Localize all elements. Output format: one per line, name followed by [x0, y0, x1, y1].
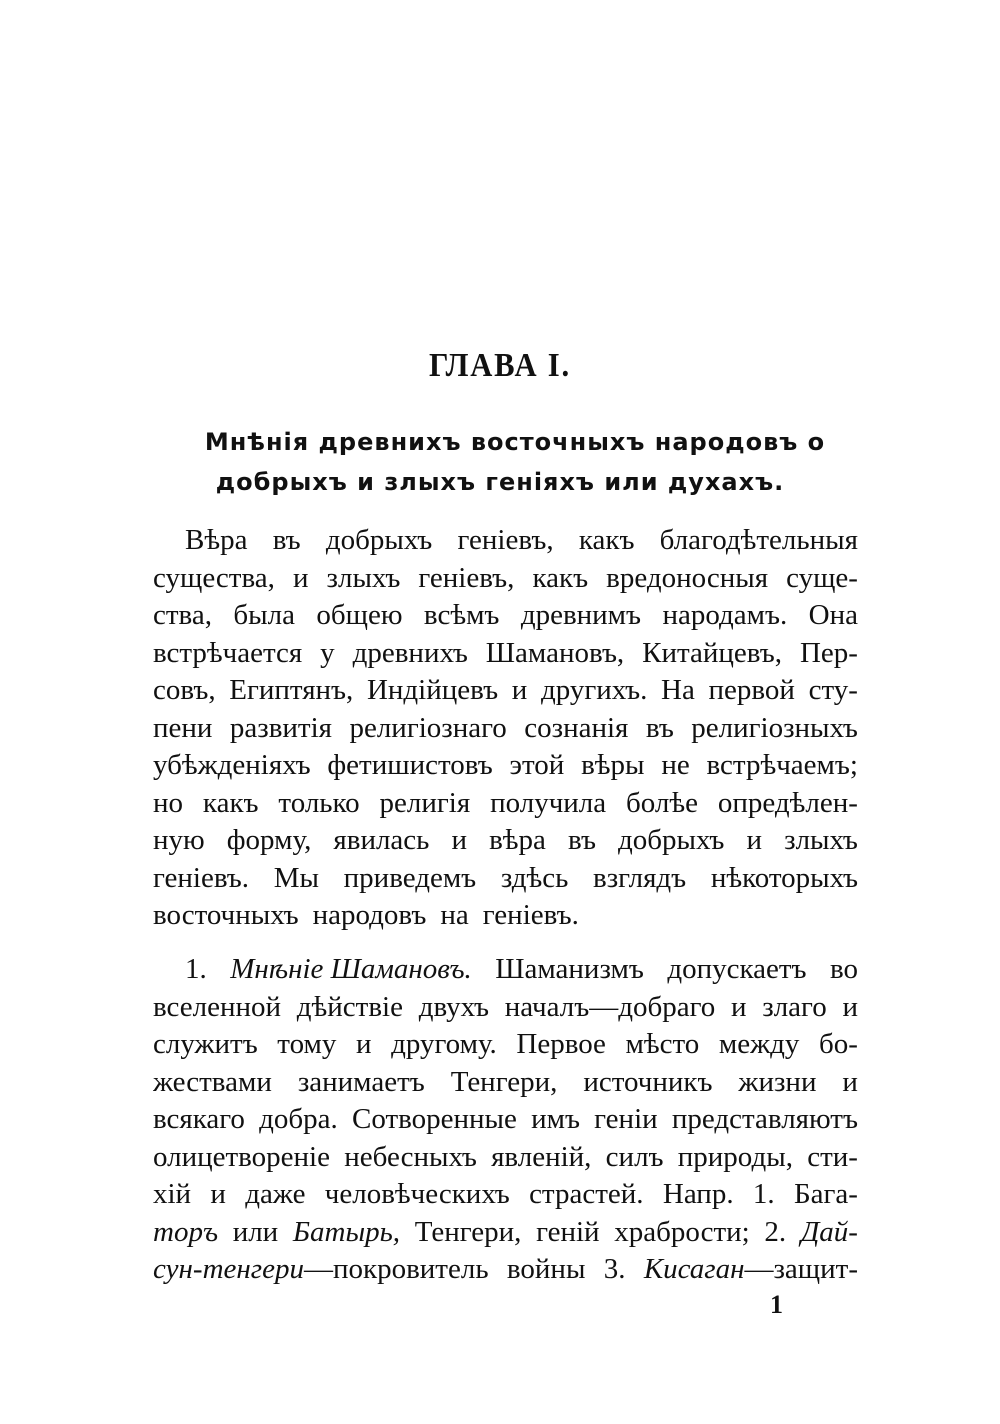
- word: въ: [567, 824, 596, 856]
- word: и: [210, 1178, 226, 1210]
- word: жизни: [738, 1065, 817, 1098]
- word: страстей.: [529, 1178, 644, 1210]
- paragraph-2: [153, 951, 858, 1289]
- word: геній: [536, 1215, 600, 1248]
- word: представляютъ: [671, 1103, 858, 1135]
- word: существа,: [153, 561, 275, 594]
- word: геніевъ.: [482, 899, 579, 931]
- word: сти-: [807, 1140, 858, 1173]
- word: На: [661, 674, 695, 706]
- word: встрѣчаемъ;: [706, 749, 858, 781]
- word: сту-: [808, 674, 858, 706]
- word: —защит-: [744, 1253, 858, 1285]
- word: Индійцевъ: [366, 674, 499, 706]
- word: Бага-: [794, 1178, 858, 1210]
- word: 3.: [603, 1253, 626, 1285]
- word: религія: [379, 786, 471, 819]
- word: фетишистовъ: [327, 749, 493, 781]
- word: занимаетъ: [297, 1065, 425, 1098]
- word: была: [233, 599, 295, 631]
- word: Тенгери,: [450, 1065, 558, 1098]
- word: народовъ: [312, 899, 427, 931]
- word: торъ: [153, 1215, 218, 1248]
- word: Кисаган: [643, 1253, 745, 1285]
- word: сознанія: [524, 711, 629, 744]
- word: Сотворенные: [351, 1103, 517, 1135]
- word: мѣсто: [625, 1028, 700, 1060]
- word: геніевъ,: [418, 561, 515, 594]
- word: 1.: [752, 1178, 775, 1210]
- word: болѣе: [626, 786, 699, 819]
- paragraph-2-line: [153, 1026, 858, 1064]
- word: убѣжденіяхъ: [153, 749, 311, 781]
- word: только: [278, 786, 360, 819]
- word: —покровитель: [303, 1253, 489, 1285]
- word: благодѣтельныя: [659, 524, 858, 556]
- word: народамъ.: [662, 599, 788, 631]
- word: Пер-: [799, 636, 858, 669]
- word: религіознаго: [349, 711, 507, 744]
- word: какъ: [578, 524, 635, 556]
- section-number: 1.: [185, 953, 207, 985]
- paragraph-2-line: [153, 1176, 858, 1214]
- paragraph-2-line-1: [153, 951, 858, 989]
- word: и: [451, 824, 468, 856]
- word: какъ: [532, 561, 589, 594]
- word: и: [355, 1028, 372, 1060]
- word: не: [661, 749, 690, 781]
- word: и: [730, 990, 747, 1023]
- word: взглядъ: [593, 861, 687, 894]
- word: ства,: [153, 599, 212, 631]
- word: Мы: [273, 861, 319, 894]
- word: нѣкоторыхъ: [710, 861, 858, 894]
- word: и: [746, 824, 763, 856]
- paragraph-1-line: [153, 897, 858, 935]
- word: злаго: [762, 990, 827, 1023]
- word: бо-: [819, 1028, 858, 1060]
- word: или: [232, 1215, 279, 1248]
- word: войны: [506, 1253, 586, 1285]
- word: явилась: [333, 824, 430, 856]
- word: встрѣчается: [153, 636, 303, 669]
- paragraph-1-line: [153, 785, 858, 823]
- chapter-title: ГЛАВА I.: [429, 347, 571, 384]
- word: храбрости;: [614, 1215, 750, 1248]
- word: этой: [509, 749, 565, 781]
- word: Первое: [516, 1028, 606, 1060]
- paragraph-1-line: [153, 860, 858, 898]
- paragraph-1: [153, 522, 858, 935]
- word: Она: [808, 599, 858, 631]
- word: хій: [153, 1178, 192, 1210]
- word: геніи: [594, 1103, 658, 1135]
- paragraph-1-line: [153, 710, 858, 748]
- word: добрыхъ: [618, 824, 725, 856]
- paragraph-2-line: [153, 1064, 858, 1102]
- word: другому.: [391, 1028, 497, 1060]
- word: и: [292, 561, 309, 594]
- word: но: [153, 786, 184, 819]
- word: восточныхъ: [153, 899, 299, 931]
- word: вредоносныя: [606, 561, 769, 594]
- word: 2.: [764, 1215, 787, 1248]
- chapter-subtitle-line-2: добрыхъ и злыхъ геніяхъ или духахъ.: [215, 468, 785, 496]
- word: общею: [316, 599, 403, 631]
- word: геніевъ,: [457, 524, 554, 556]
- word: религіозныхъ: [691, 711, 858, 744]
- word: совъ,: [153, 674, 216, 706]
- word: здѣсь: [500, 861, 569, 894]
- word: всѣмъ: [423, 599, 500, 631]
- paragraph-2-line-8: [153, 1214, 858, 1252]
- word: между: [718, 1028, 800, 1060]
- word: Напр.: [662, 1178, 734, 1210]
- word: Тенгери,: [414, 1215, 522, 1248]
- word: злыхъ: [326, 561, 401, 594]
- word: сун-тенгери: [153, 1253, 304, 1285]
- paragraph-1-line: [153, 522, 858, 560]
- word: началъ—добраго: [504, 990, 716, 1023]
- word: двухъ: [418, 990, 490, 1023]
- word: форму,: [226, 824, 312, 856]
- paragraph-2-line: [153, 989, 858, 1027]
- word: вѣра: [489, 824, 546, 856]
- word: геніевъ.: [153, 861, 250, 894]
- chapter-subtitle-line-1: Мнѣнія древнихъ восточныхъ народовъ о: [204, 428, 826, 456]
- word: тому: [277, 1028, 337, 1060]
- paragraph-1-line: [153, 597, 858, 635]
- word: Шамановъ,: [485, 636, 625, 669]
- paragraph-1-line: [153, 747, 858, 785]
- word: Египтянъ,: [229, 674, 354, 706]
- page-number: 1: [770, 1290, 783, 1319]
- word: дѣйствіе: [296, 990, 403, 1023]
- word: злыхъ: [784, 824, 858, 856]
- word: древнихъ: [352, 636, 468, 669]
- word: другихъ.: [540, 674, 648, 706]
- paragraph-2-line: [153, 1101, 858, 1139]
- word: въ: [645, 711, 674, 744]
- word: во: [829, 953, 858, 985]
- word: Дай-: [800, 1215, 858, 1248]
- section-heading: Мнѣніе Шамановъ.: [230, 953, 472, 985]
- word: жествами: [153, 1065, 272, 1098]
- word: источникъ: [583, 1065, 713, 1098]
- word: опредѣлен-: [717, 786, 858, 819]
- word: вселенной: [153, 990, 282, 1023]
- word: въ: [272, 524, 301, 556]
- word: силъ: [605, 1140, 664, 1173]
- word: даже: [245, 1178, 306, 1210]
- word: у: [320, 636, 335, 669]
- paragraph-1-line: [153, 822, 858, 860]
- word: на: [440, 899, 469, 931]
- word: приведемъ: [343, 861, 477, 894]
- word: Шаманизмъ: [495, 953, 644, 985]
- word: добрыхъ: [325, 524, 433, 556]
- word: и: [511, 674, 528, 706]
- word: природы,: [677, 1140, 793, 1173]
- word: олицетвореніе: [153, 1140, 330, 1173]
- word: добра.: [259, 1103, 338, 1135]
- paragraph-2-line: [153, 1139, 858, 1177]
- word: древнимъ: [520, 599, 642, 631]
- word: и: [842, 990, 858, 1023]
- word: получила: [490, 786, 607, 819]
- word: какъ: [202, 786, 259, 819]
- paragraph-1-line: [153, 560, 858, 598]
- word: Батырь,: [292, 1215, 401, 1248]
- paragraph-1-line: [153, 635, 858, 673]
- word: имъ: [531, 1103, 580, 1135]
- word: первой: [708, 674, 795, 706]
- paragraph-1-line: [153, 672, 858, 710]
- paragraph-2-line-9: [153, 1251, 858, 1289]
- word: суще-: [786, 561, 858, 594]
- word: и: [842, 1065, 858, 1098]
- word: явленій,: [491, 1140, 592, 1173]
- word: служитъ: [153, 1028, 258, 1060]
- word: развитія: [229, 711, 332, 744]
- word: ную: [153, 824, 205, 856]
- word: небесныхъ: [344, 1140, 477, 1173]
- word: вѣры: [581, 749, 645, 781]
- word: допускаетъ: [667, 953, 807, 985]
- word: всякаго: [153, 1103, 245, 1135]
- word: человѣческихъ: [324, 1178, 510, 1210]
- word: Вѣра: [185, 524, 248, 556]
- word: Китайцевъ,: [642, 636, 783, 669]
- word: пени: [153, 711, 213, 744]
